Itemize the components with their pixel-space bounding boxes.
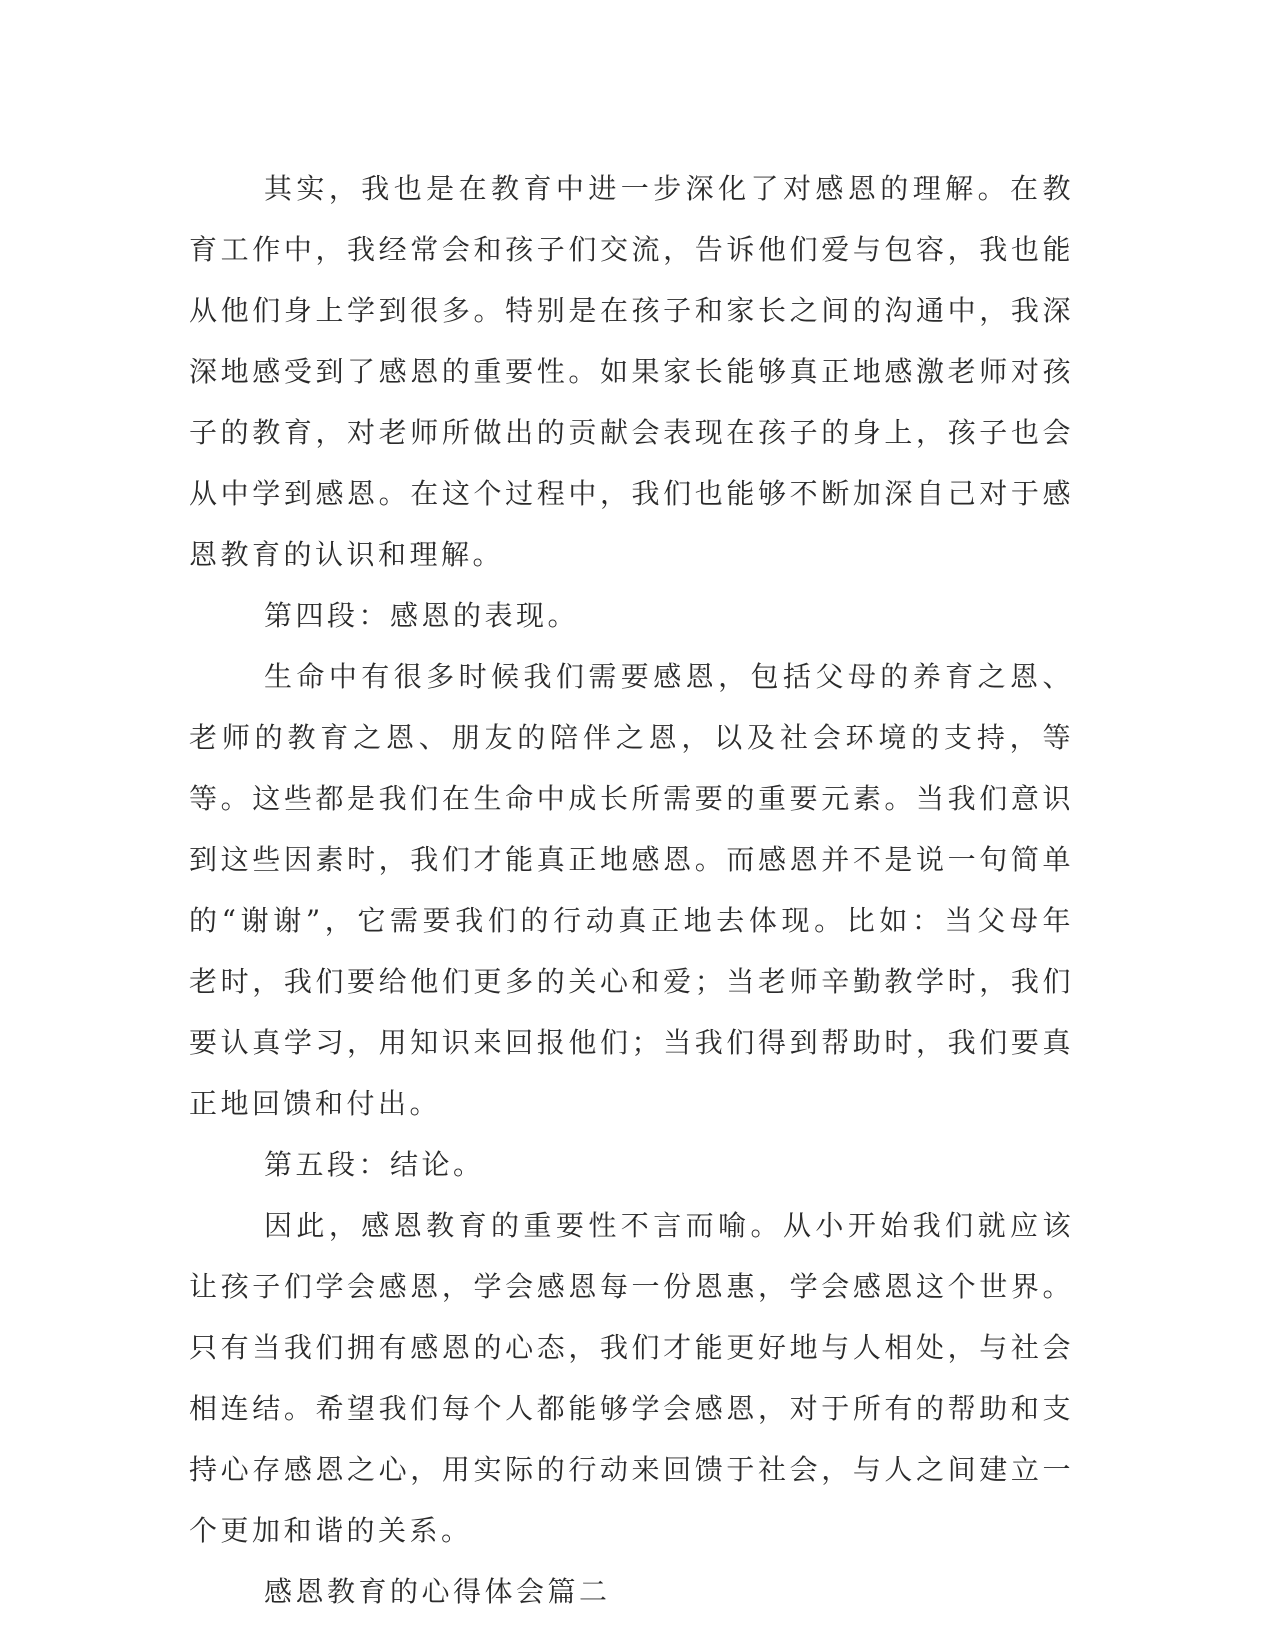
section-heading-part-five: 第五段：结论。: [264, 1148, 485, 1181]
body-text: [189, 158, 1074, 1622]
paragraph-conclusion: 因此，感恩教育的重要性不言而喻。从小开始我们就应该让孩子们学会感恩，学会感恩每一份恩惠，学会感恩这个世界。只有当我们拥有感恩的心态，我们才能更好地与人相处，与社会相连结。希望我们每个人都能够学会感恩，对于所有的帮助和支持心存感恩之心，用实际的行动来回馈于社会，与人之间建立一个更加和谐的关系。: [189, 1209, 1074, 1547]
section-heading-part-four: 第四段：感恩的表现。: [264, 599, 580, 632]
next-article-title: 感恩教育的心得体会篇二: [264, 1575, 611, 1608]
paragraph-expressions-of-gratitude: 生命中有很多时候我们需要感恩，包括父母的养育之恩、老师的教育之恩、朋友的陪伴之恩，以及社会环境的支持，等等。这些都是我们在生命中成长所需要的重要元素。当我们意识到这些因素时，我们才能真正地感恩。而感恩并不是说一句简单的“谢谢”，它需要我们的行动真正地去体现。比如：当父母年老时，我们要给他们更多的关心和爱；当老师辛勤教学时，我们要认真学习，用知识来回报他们；当我们得到帮助时，我们要真正地回馈和付出。: [189, 660, 1074, 1120]
paragraph-gratitude-in-education: 其实，我也是在教育中进一步深化了对感恩的理解。在教育工作中，我经常会和孩子们交流，告诉他们爱与包容，我也能从他们身上学到很多。特别是在孩子和家长之间的沟通中，我深深地感受到了感恩的重要性。如果家长能够真正地感激老师对孩子的教育，对老师所做出的贡献会表现在孩子的身上，孩子也会从中学到感恩。在这个过程中，我们也能够不断加深自己对于感恩教育的认识和理解。: [189, 172, 1074, 571]
